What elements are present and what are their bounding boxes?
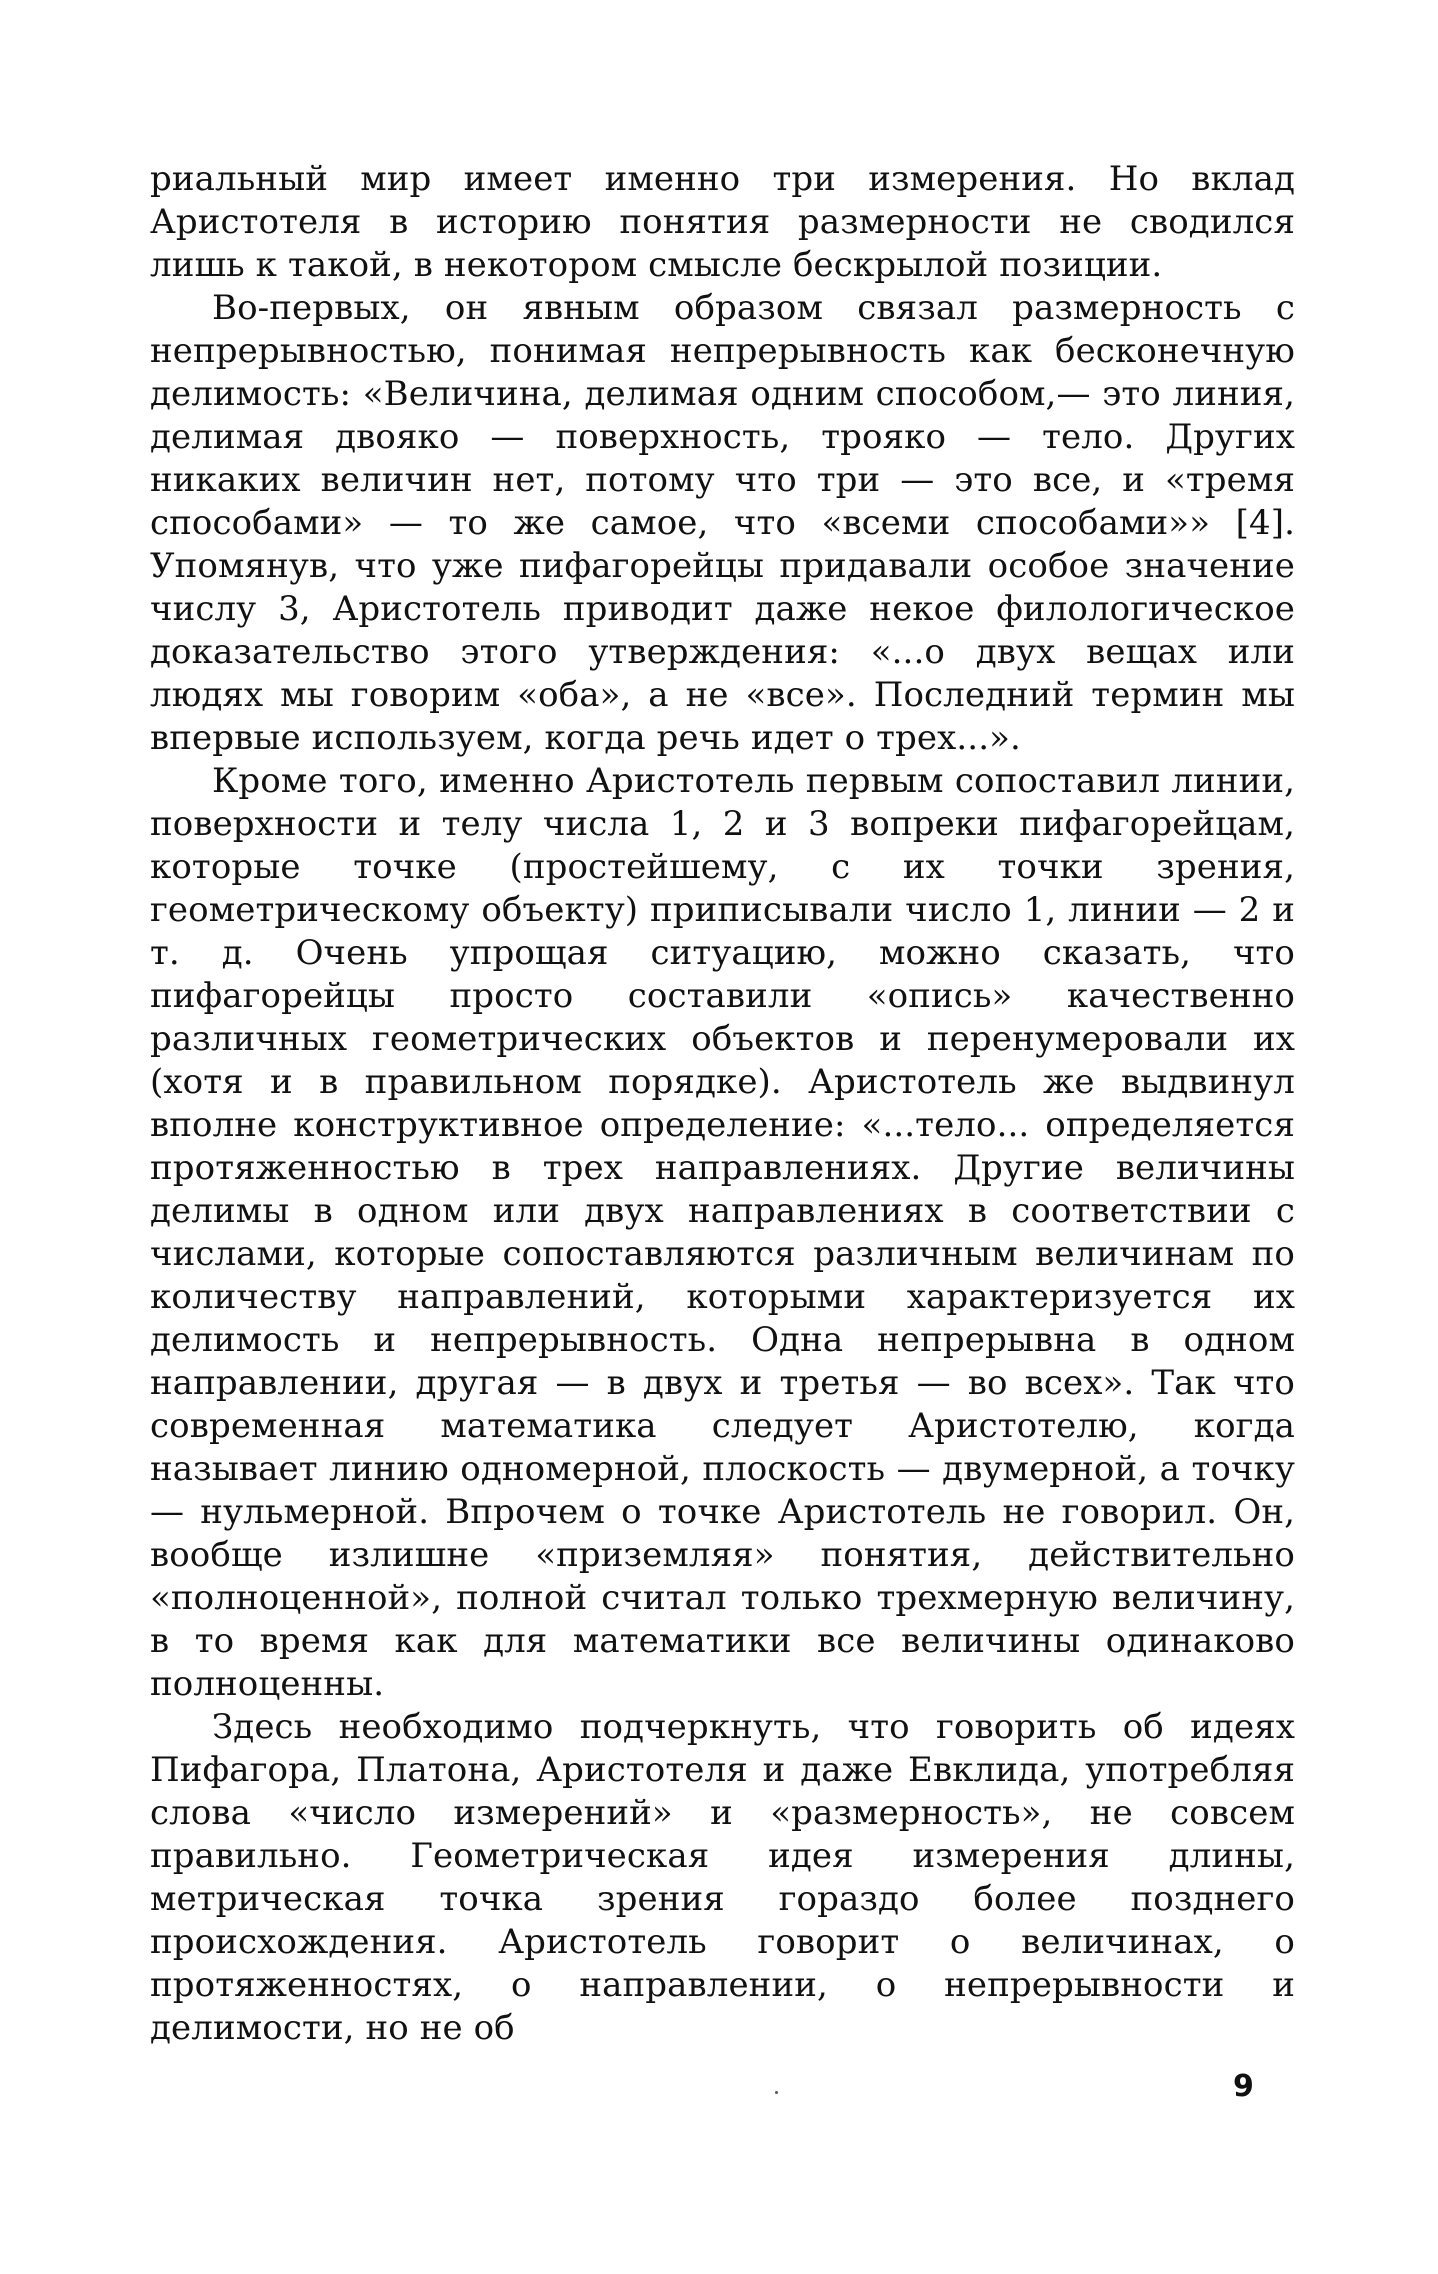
paragraph-terminology: Здесь необходимо подчеркнуть, что говорить об идеях Пифагора, Платона, Аристотеля и даже Евклида, употребляя слова «число измерений» и «размерность», не совсем правильно. Геометрическая идея измерения длины, метрическая точка зрения гораздо более позднего происхождения. Аристотель говорит о величинах, о протяженностях, о направлении, о непрерывности и делимости, но не об [150,1707,1295,2048]
body-text [150,158,1295,2050]
paragraph-first-point: Во-первых, он явным образом связал размерность с непрерывностью, понимая непрерывность как бесконечную делимость: «Величина, делимая одним способом,— это линия, делимая двояко — поверхность, трояко — тело. Других никаких величин нет, потому что три — это все, и «тремя способами» — то же самое, что «всеми способами»» [4]. Упомянув, что уже пифагорейцы придавали особое значение числу 3, Аристотель приводит даже некое филологическое доказательство этого утверждения: «...о двух вещах или людях мы говорим «оба», а не «все». Последний термин мы впервые используем, когда речь идет о трех...». [150,288,1295,758]
paragraph-continuation: риальный мир имеет именно три измерения. Но вклад Аристотеля в историю понятия размерности не сводился лишь к такой, в некотором смысле бескрылой позиции. [150,159,1295,285]
page-number: 9 [1233,2069,1254,2104]
paragraph-numbering: Кроме того, именно Аристотель первым сопоставил линии, поверхности и телу числа 1, 2 и 3 вопреки пифагорейцам, которые точке (простейшему, с их точки зрения, геометрическому объекту) приписывали число 1, линии — 2 и т. д. Очень упрощая ситуацию, можно сказать, что пифагорейцы просто составили «опись» качественно различных геометрических объектов и перенумеровали их (хотя и в правильном порядке). Аристотель же выдвинул вполне конструктивное определение: «...тело... определяется протяженностью в трех направлениях. Другие величины делимы в одном или двух направлениях в соответствии с числами, которые сопоставляются различным величинам по количеству направлений, которыми характеризуется их делимость и непрерывность. Одна непрерывна в одном направлении, другая — в двух и третья — во всех». Так что современная математика следует Аристотелю, когда называет линию одномерной, плоскость — двумерной, а точку — нульмерной. Впрочем о точке Аристотель не говорил. Он, вообще излишне «приземляя» понятия, действительно «полноценной», полной считал только трехмерную величину, в то время как для математики все величины одинаково полноценны. [150,761,1295,1704]
print-speck [775,2091,778,2094]
